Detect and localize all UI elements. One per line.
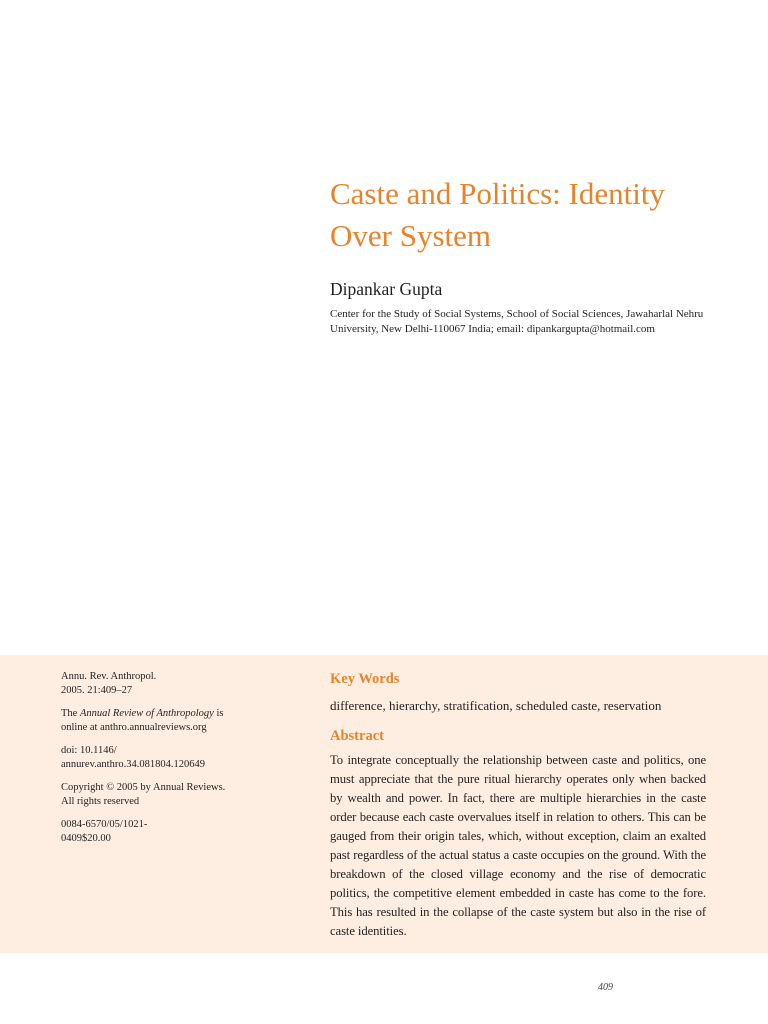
online-prefix: The: [61, 708, 80, 719]
journal-volume-line: 2005. 21:409–27: [61, 685, 133, 696]
article-title: Caste and Politics: Identity Over System: [330, 176, 665, 253]
keywords-heading: Key Words: [330, 671, 400, 687]
abstract-body: To integrate conceptually the relationship between caste and politics, one must appreciate that the pure ritual hierarchy operates only when backed by wealth and power. In fact, there are multiple hierarchies in the caste order because each caste overvalues itself in relation to others. This can be gauged from their origin tales, which, without exception, claim an exalted past regardless of the actual status a caste occupies on the ground. With the breakdown of the closed village economy and the rise of democratic politics, the competitive element embedded in caste has come to the fore. This has resulted in the collapse of the caste system but also in the rise of caste identities.: [330, 753, 706, 938]
online-availability: [61, 707, 231, 735]
page-number: 409: [598, 982, 613, 993]
abstract-heading: Abstract: [330, 728, 384, 744]
online-suffix: is online at anthro.annualreviews.org: [61, 708, 224, 733]
journal-info-sidebar: [61, 670, 231, 846]
price-line: 0409$20.00: [61, 833, 111, 844]
issn: [61, 818, 231, 846]
doi-line: doi: 10.1146/: [61, 745, 117, 756]
journal-citation-line: Annu. Rev. Anthropol.: [61, 671, 157, 682]
journal-name: Annual Review of Anthropology: [79, 708, 214, 719]
doi: [61, 744, 231, 772]
author-name: Dipankar Gupta: [330, 279, 443, 299]
doi-identifier: annurev.anthro.34.081804.120649: [61, 759, 205, 770]
copyright-notice: Copyright © 2005 by Annual Reviews. All rights reserved: [61, 782, 226, 807]
issn-line: 0084-6570/05/1021-: [61, 819, 148, 830]
keywords-list: difference, hierarchy, stratification, scheduled caste, reservation: [330, 698, 662, 713]
author-affiliation: Center for the Study of Social Systems, School of Social Sciences, Jawaharlal Nehru University, New Delhi-110067 India; email: dipankargupta@hotmail.com: [330, 308, 704, 335]
journal-citation: [61, 670, 231, 698]
